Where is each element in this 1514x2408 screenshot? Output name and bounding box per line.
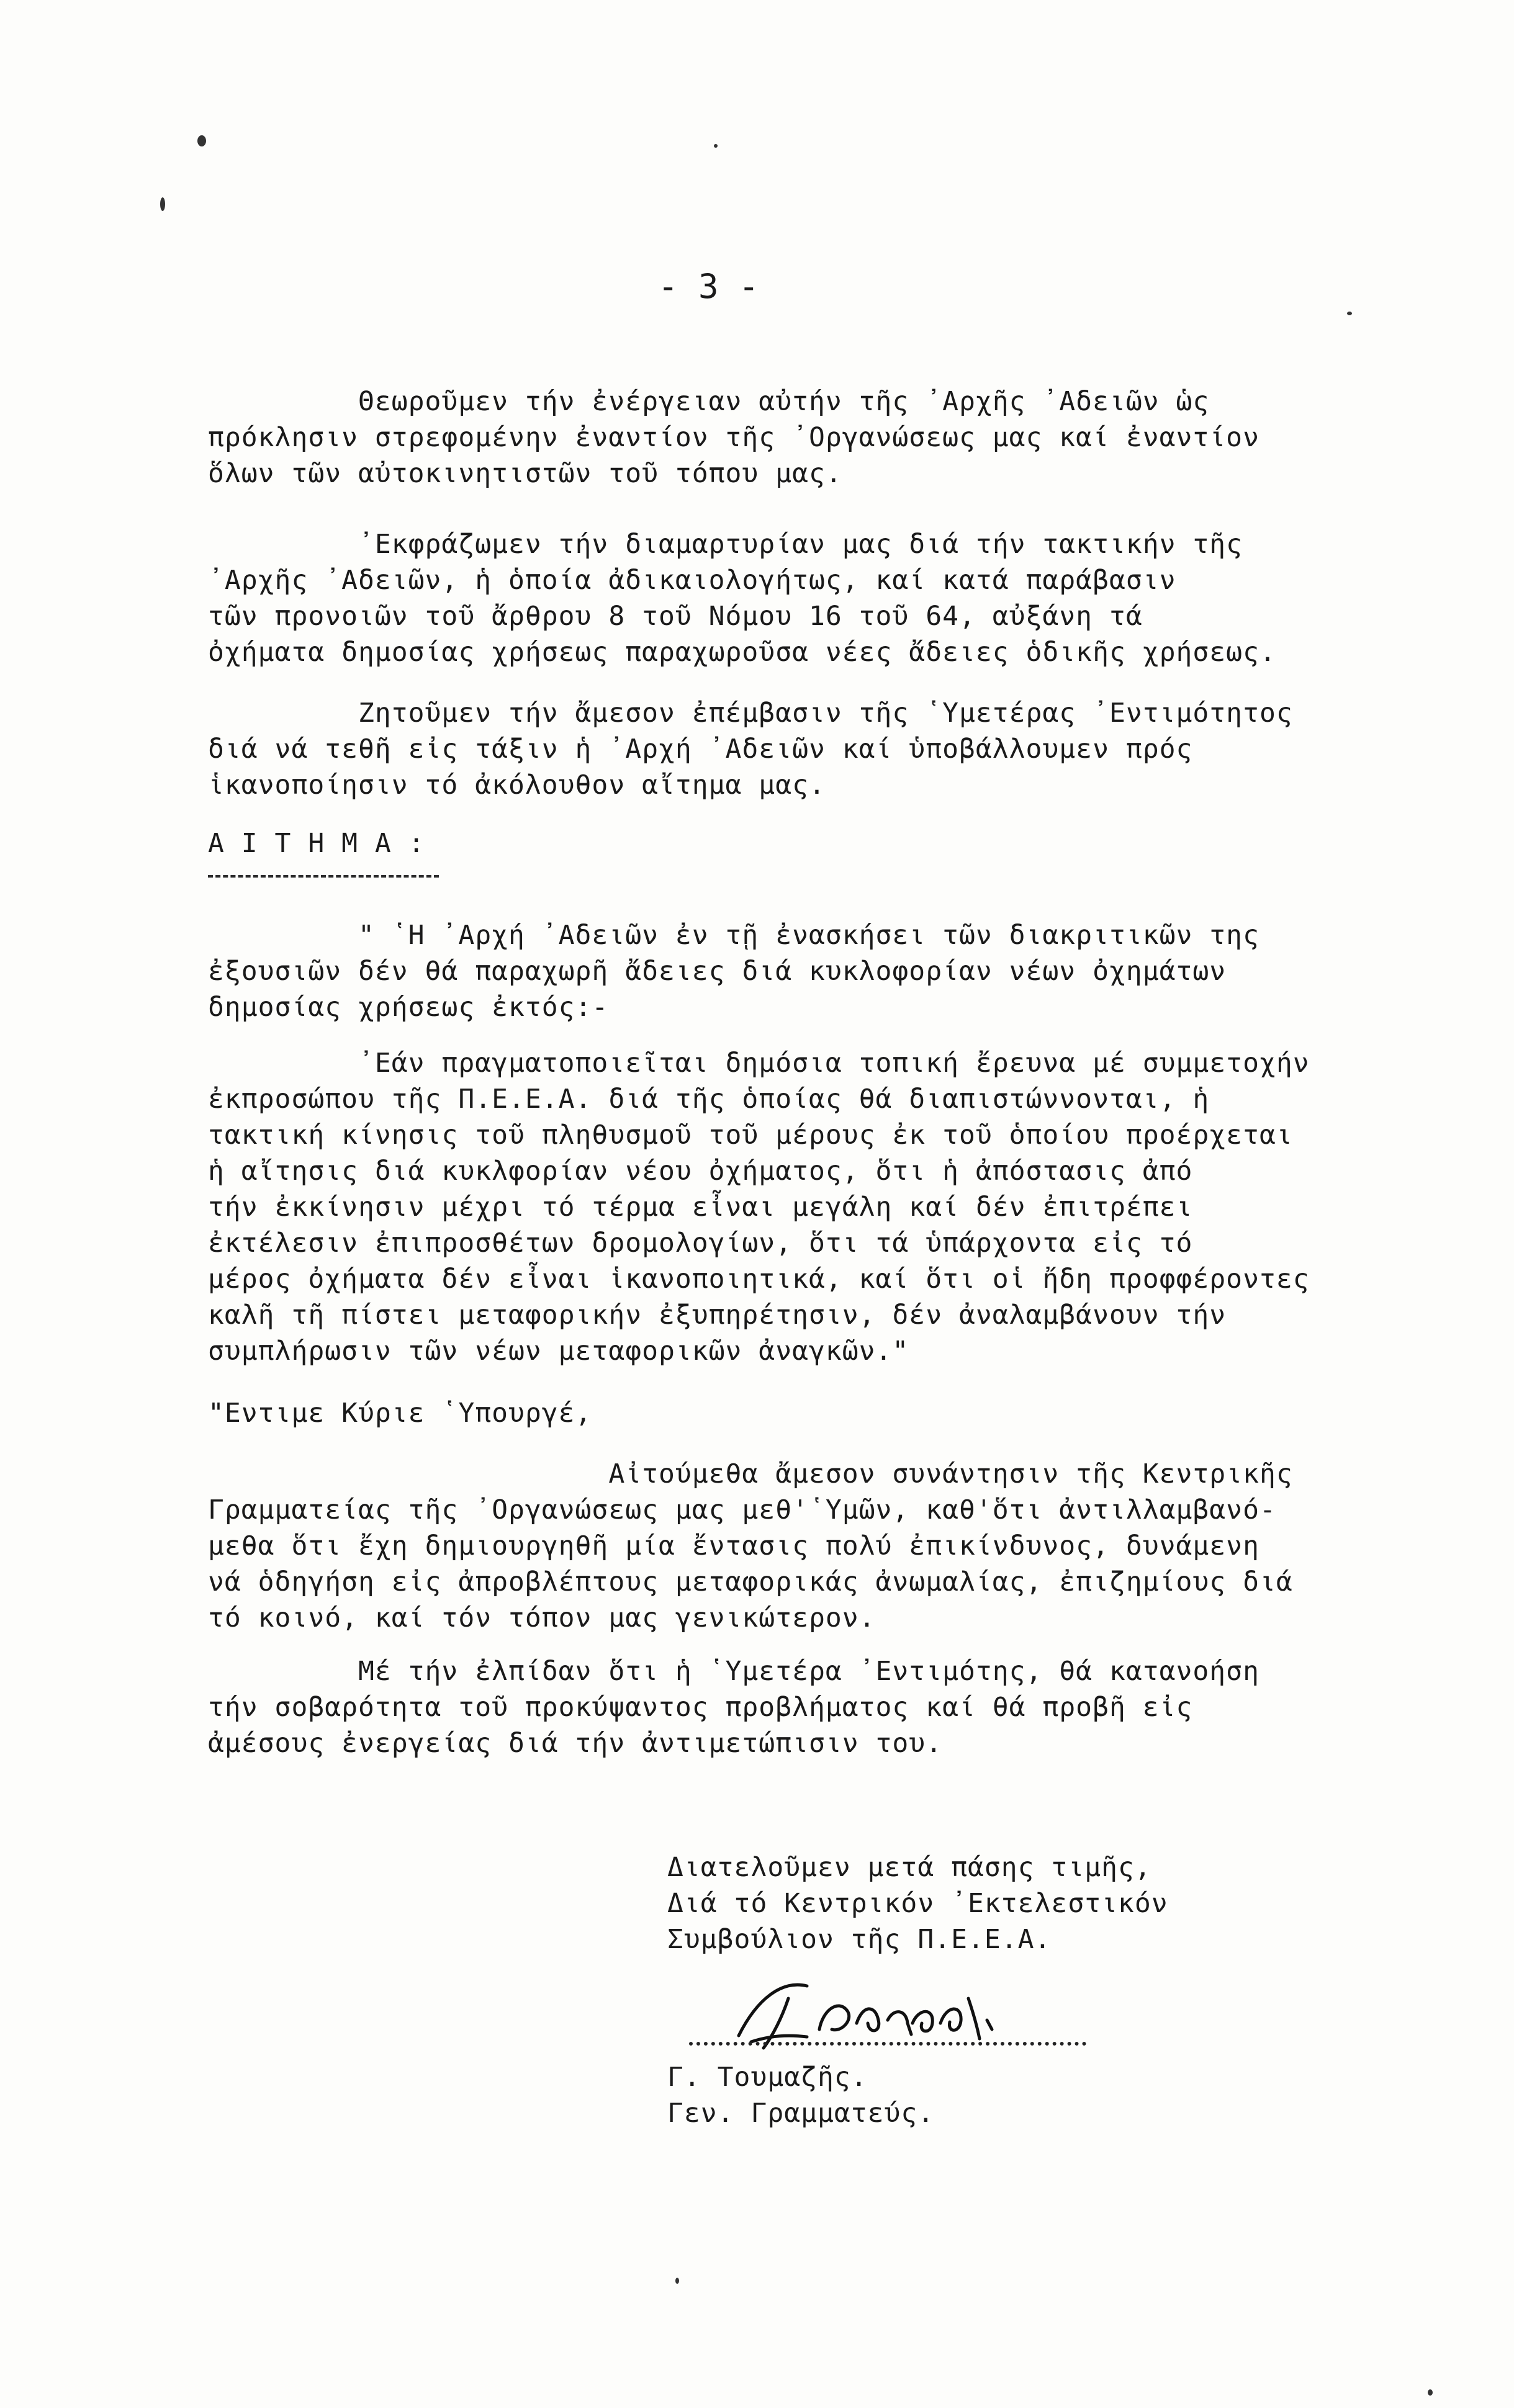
- request-line: ἐξουσιῶν δέν θά παραχωρῆ ἄδειες διά κυκλοφορίαν νέων ὀχημάτων: [208, 956, 1227, 987]
- scan-speck: [675, 2278, 679, 2284]
- closing-line: Γραμματείας τῆς ᾿Οργανώσεως μας μεθ'῾Υμῶν, καθ'ὅτι ἀντιλλαμβανό-: [208, 1494, 1276, 1525]
- closing-line: μεθα ὅτι ἔχη δημιουργηθῆ μία ἔντασις πολύ ἐπικίνδυνος, δυνάμενη: [208, 1530, 1259, 1561]
- body-line: ᾿Αρχῆς ᾿Αδειῶν, ἡ ὁποία ἀδικαιολογήτως, καί κατά παράβασιν: [208, 565, 1176, 596]
- request-heading: Α Ι Τ Η Μ Α :: [208, 828, 425, 859]
- request-line: δημοσίας χρήσεως ἐκτός:-: [208, 992, 609, 1023]
- body-line: πρόκλησιν στρεφομένην ἐναντίον τῆς ᾿Οργανώσεως μας καί ἐναντίον: [208, 422, 1259, 453]
- request-line: τήν ἐκκίνησιν μέχρι τό τέρμα εἶναι μεγάλη καί δέν ἐπιτρέπει: [208, 1192, 1193, 1223]
- body-line: διά νά τεθῆ εἰς τάξιν ἡ ᾿Αρχή ᾿Αδειῶν καί ὑποβάλλουμεν πρός: [208, 734, 1193, 765]
- sign-off-line: Διατελοῦμεν μετά πάσης τιμῆς,: [667, 1852, 1151, 1883]
- closing-line: τό κοινό, καί τόν τόπον μας γενικώτερον.: [208, 1602, 876, 1633]
- closing-line: τήν σοβαρότητα τοῦ προκύψαντος προβλήματος καί θά προβῆ εἰς: [208, 1692, 1193, 1723]
- scan-speck: [1347, 312, 1352, 315]
- salutation: "Εντιμε Κύριε ῾Υπουργέ,: [208, 1398, 592, 1429]
- page-number: - 3 -: [658, 267, 759, 306]
- body-line: ἱκανοποίησιν τό ἀκόλουθον αἴτημα μας.: [208, 770, 826, 801]
- body-line: Θεωροῦμεν τήν ἐνέργειαν αὐτήν τῆς ᾿Αρχῆς ᾿Αδειῶν ὡς: [208, 386, 1210, 417]
- signatory-title: Γεν. Γραμματεύς.: [667, 2098, 935, 2129]
- signature-dotted-line: [689, 2042, 1086, 2046]
- sign-off-line: Συμβούλιον τῆς Π.Ε.Ε.Α.: [667, 1924, 1052, 1955]
- scan-speck: [1428, 2389, 1433, 2396]
- closing-line: ἀμέσους ἐνεργείας διά τήν ἀντιμετώπισιν του.: [208, 1728, 943, 1759]
- body-line: τῶν προνοιῶν τοῦ ἄρθρου 8 τοῦ Νόμου 16 τοῦ 64, αὐξάνη τά: [208, 601, 1143, 632]
- scan-speck: [160, 197, 165, 211]
- request-line: τακτική κίνησις τοῦ πληθυσμοῦ τοῦ μέρους ἐκ τοῦ ὁποίου προέρχεται: [208, 1120, 1293, 1151]
- request-line: " ῾Η ᾿Αρχή ᾿Αδειῶν ἐν τῇ ἐνασκήσει τῶν διακριτικῶν της: [208, 920, 1259, 951]
- request-line: ᾿Εάν πραγματοποιεῖται δημόσια τοπική ἔρευνα μέ συμμετοχήν: [208, 1048, 1310, 1079]
- sign-off-line: Διά τό Κεντρικόν ᾿Εκτελεστικόν: [667, 1888, 1168, 1919]
- request-line: ἡ αἴτησις διά κυκλφορίαν νέου ὀχήματος, ὅτι ἡ ἀπόστασις ἀπό: [208, 1156, 1193, 1187]
- request-line: ἐκπροσώπου τῆς Π.Ε.Ε.Α. διά τῆς ὁποίας θά διαπιστώννονται, ἡ: [208, 1084, 1210, 1115]
- body-line: ὅλων τῶν αὐτοκινητιστῶν τοῦ τόπου μας.: [208, 458, 842, 489]
- scan-speck: [197, 135, 206, 146]
- closing-line: νά ὁδηγήση εἰς ἀπροβλέπτους μεταφορικάς ἀνωμαλίας, ἐπιζημίους διά: [208, 1566, 1293, 1597]
- scan-speck: [714, 144, 718, 148]
- request-line: συμπλήρωσιν τῶν νέων μεταφορικῶν ἀναγκῶν.": [208, 1336, 909, 1367]
- request-line: ἐκτέλεσιν ἐπιπροσθέτων δρομολογίων, ὅτι τά ὑπάρχοντα εἰς τό: [208, 1228, 1193, 1259]
- body-line: Ζητοῦμεν τήν ἄμεσον ἐπέμβασιν τῆς ῾Υμετέρας ᾿Εντιμότητος: [208, 698, 1293, 729]
- closing-line: Αἰτούμεθα ἄμεσον συνάντησιν τῆς Κεντρικῆς: [208, 1458, 1293, 1489]
- body-line: ᾿Εκφράζωμεν τήν διαμαρτυρίαν μας διά τήν τακτικήν τῆς: [208, 529, 1243, 560]
- request-line: μέρος ὀχήματα δέν εἶναι ἱκανοποιητικά, καί ὅτι οἱ ἤδη προφφέροντες: [208, 1264, 1310, 1295]
- request-line: καλῆ τῆ πίστει μεταφορικήν ἐξυπηρέτησιν, δέν ἀναλαμβάνουν τήν: [208, 1300, 1227, 1331]
- signatory-name: Γ. Τουμαζῆς.: [667, 2062, 868, 2093]
- closing-line: Μέ τήν ἐλπίδαν ὅτι ἡ ῾Υμετέρα ᾿Εντιμότης, θά κατανοήση: [208, 1656, 1259, 1687]
- body-line: ὀχήματα δημοσίας χρήσεως παραχωροῦσα νέες ἄδειες ὁδικῆς χρήσεως.: [208, 637, 1276, 668]
- handwritten-signature: [714, 1961, 1061, 2060]
- heading-underline: [208, 875, 439, 878]
